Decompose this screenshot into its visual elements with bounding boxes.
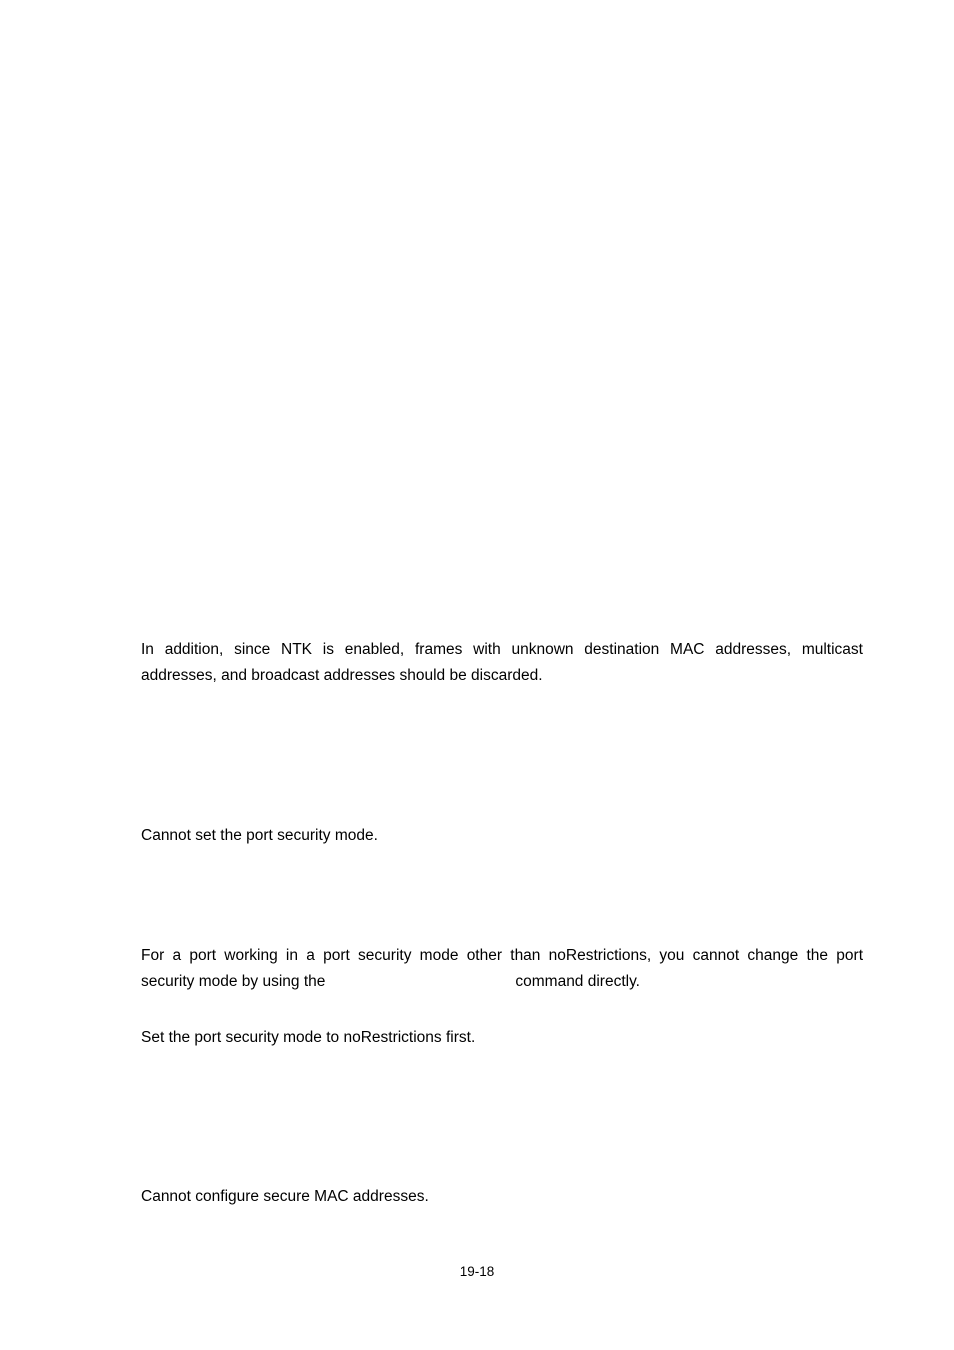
analysis-line-2-before: security mode by using the [141,973,326,990]
ntk-note-line-1: In addition, since NTK is enabled, frames with unknown destination MAC addresses, multicast [141,641,863,658]
ntk-note-line-2: addresses, and broadcast addresses should be discarded. [141,667,543,684]
ntk-note-paragraph [141,637,863,689]
symptom-security-mode: Cannot set the port security mode. [141,827,378,844]
analysis-line-2 [141,969,863,995]
analysis-line-2-after: command directly. [515,973,640,990]
symptom-secure-mac: Cannot configure secure MAC addresses. [141,1188,429,1205]
analysis-line-1: For a port working in a port security mode other than noRestrictions, you cannot change the port [141,947,863,964]
page-number: 19-18 [459,1264,495,1279]
solution-security-mode: Set the port security mode to noRestrictions first. [141,1029,476,1046]
analysis-security-mode-paragraph [141,943,863,995]
